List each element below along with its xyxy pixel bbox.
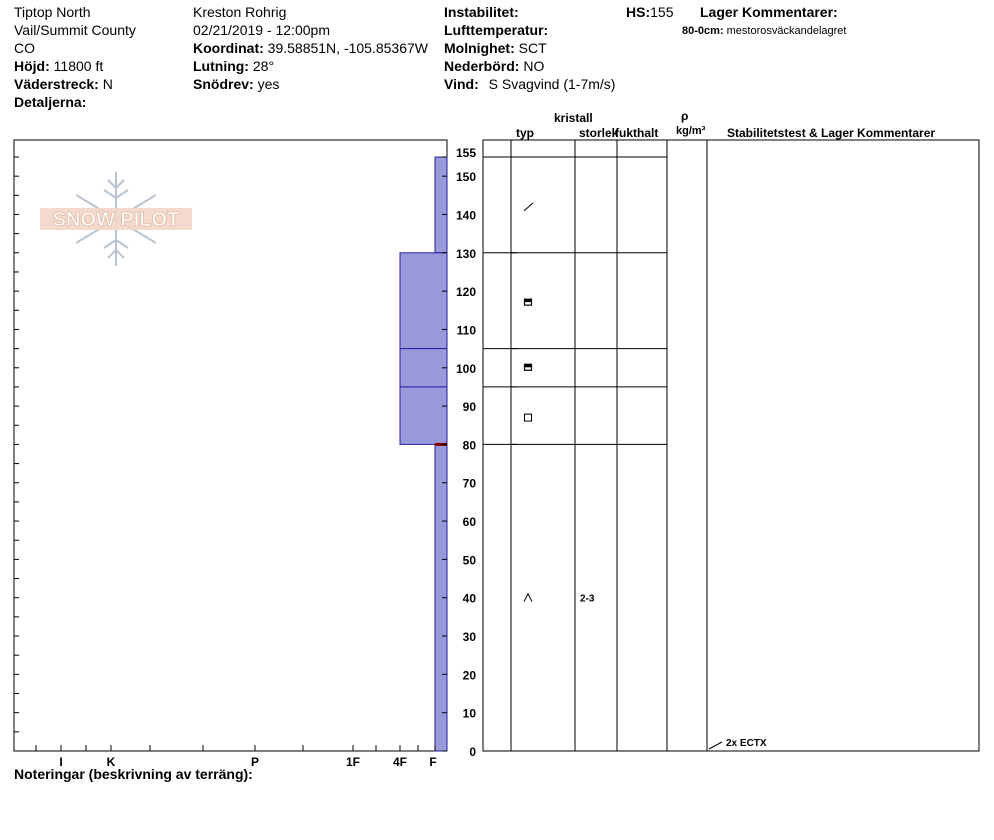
depth-tick-label: 155 (455, 146, 476, 160)
col-stability: Stabilitetstest & Lager Kommentarer (727, 126, 936, 140)
layer-comment-text: mestorosväckandelagret (726, 25, 847, 37)
depth-tick-label: 50 (462, 553, 476, 568)
hardness-tick-label: F (429, 755, 437, 769)
grain-symbol-icon (524, 203, 533, 211)
aspect-label: Väderstreck: (14, 76, 99, 92)
precip-value: NO (523, 58, 545, 74)
hardness-layer-bar (400, 253, 447, 349)
stability-test-label: 2x ECTX (726, 738, 767, 749)
grain-symbol-icon (525, 299, 532, 302)
precip-label: Nederbörd: (444, 58, 520, 74)
depth-tick-label: 100 (455, 361, 476, 376)
depth-tick-label: 60 (462, 515, 476, 530)
wind-label: Vind: (444, 76, 479, 92)
grain-symbol-icon (525, 364, 532, 367)
hs-value: 155 (650, 4, 674, 20)
hs-label: HS: (626, 4, 651, 20)
col-density-unit: kg/m³ (676, 125, 706, 137)
details-label: Detaljerna: (14, 94, 87, 110)
region: Vail/Summit County (14, 22, 136, 38)
col-moisture: fukthalt (615, 126, 659, 140)
hardness-layer-bar (435, 157, 447, 253)
elevation-value: 11800 ft (53, 58, 104, 74)
depth-tick-label: 70 (462, 476, 476, 491)
coord-label: Koordinat: (193, 40, 264, 56)
logo-text: SNOW PILOT (52, 209, 180, 231)
hardness-tick-label: I (59, 755, 63, 769)
layer-comments-label: Lager Kommentarer: (700, 4, 838, 20)
depth-tick-label: 130 (455, 246, 476, 261)
stability-test-pointer (709, 742, 722, 749)
hardness-layer-bar (400, 387, 447, 444)
datetime: 02/21/2019 - 12:00pm (193, 22, 330, 38)
depth-tick-label: 150 (455, 170, 476, 185)
wind-value: S Svagvind (1-7m/s) (488, 76, 616, 92)
instability-label: Instabilitet: (444, 4, 519, 20)
col-type: typ (516, 126, 534, 140)
depth-tick-label: 40 (462, 591, 476, 606)
depth-tick-label: 140 (455, 208, 476, 223)
grain-symbol-icon (525, 414, 532, 421)
hardness-tick-label: P (250, 755, 260, 769)
col-rho: ρ (681, 109, 689, 123)
depth-tick-label: 10 (462, 706, 476, 721)
depth-tick-label: 30 (462, 630, 476, 645)
layer-comment-depth: 80-0cm: (682, 25, 724, 37)
sky-value: SCT (518, 40, 547, 56)
hardness-tick-label: 1F (345, 755, 361, 769)
hardness-tick-label: 4F (392, 755, 408, 769)
notes-label: Noteringar (beskrivning av terräng): (14, 766, 253, 782)
depth-tick-label: 80 (462, 438, 476, 453)
slope-label: Lutning: (193, 58, 249, 74)
depth-tick-label: 20 (462, 668, 476, 683)
depth-tick-label: 0 (469, 745, 476, 759)
col-crystal: kristall (554, 111, 593, 125)
depth-tick-label: 90 (462, 400, 476, 415)
airtemp-label: Lufttemperatur: (444, 22, 549, 38)
drift-label: Snödrev: (193, 76, 254, 92)
drift-value: yes (257, 76, 280, 92)
layer-table-frame (483, 140, 979, 751)
sky-label: Molnighet: (444, 40, 515, 56)
observer: Kreston Rohrig (193, 4, 287, 20)
grain-symbol-icon (524, 594, 532, 602)
grain-size-label: 2-3 (580, 593, 595, 605)
aspect-value: N (102, 76, 113, 92)
slope-value: 28° (252, 58, 275, 74)
state: CO (14, 40, 35, 56)
elevation-label: Höjd: (14, 58, 50, 74)
hardness-layer-bar (400, 349, 447, 387)
col-size: storlek (579, 126, 619, 140)
coord-value: 39.58851N, -105.85367W (267, 40, 428, 56)
depth-tick-label: 110 (456, 323, 476, 338)
depth-tick-label: 120 (455, 285, 476, 300)
location: Tiptop North (14, 4, 91, 20)
hardness-tick-label: K (106, 755, 116, 769)
hardness-plot-frame (14, 140, 447, 751)
